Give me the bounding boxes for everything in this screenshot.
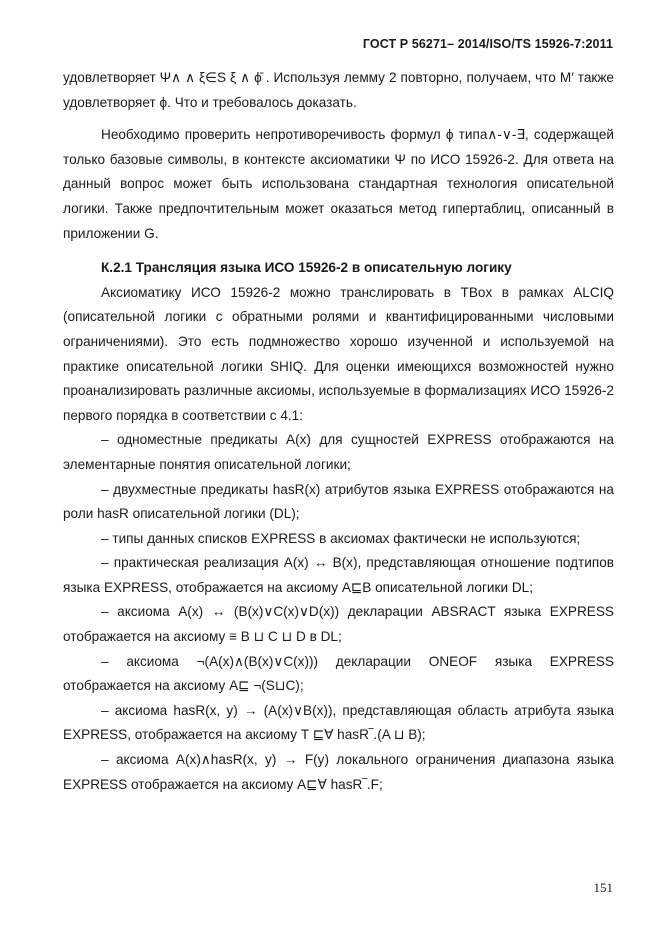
- list-item: – типы данных списков EXPRESS в аксиомах фактически не используются;: [101, 530, 581, 546]
- list-item: – аксиома A(x) ↔ (B(x)∨C(x)∨D(x)) декларации ABSRACT языка EXPRESS отображается на аксиому ≡ B ⊔ C ⊔ D в DL;: [63, 604, 614, 645]
- list-item: – аксиома ¬(A(x)∧(B(x)∨C(x))) декларации ONEOF языка EXPRESS отображается на аксиому A⊑ ¬(S⊔C);: [63, 653, 614, 694]
- list-item: – одноместные предикаты A(x) для сущностей EXPRESS отображаются на элементарные понятия описательной логики;: [63, 432, 614, 472]
- paragraph: Аксиоматику ИСО 15926-2 можно транслировать в TBox в рамках ALCIQ (описательной логики с обратными ролями и квантифицированными числовыми ограничениями). Это есть подмножество хорошо изученной и используемой на практике описательной логики SHIQ. Для оценки имеющихся возможностей нужно проанализировать различные аксиомы, используемые в формализациях ИСО 15926-2 первого порядка в соответствии с 4.1:: [63, 284, 614, 423]
- document-body: [63, 66, 614, 797]
- list-item: – аксиома A(x)∧hasR(x, y) → F(y) локального ограничения диапазона языка EXPRESS отображается на аксиому A⊑∀ hasR‾.F;: [63, 752, 614, 792]
- document-header: ГОСТ Р 56271– 2014/ISO/TS 15926-7:2011: [362, 37, 613, 51]
- page-number: 151: [593, 880, 613, 895]
- list-item: – аксиома hasR(x, y) → (A(x)∨B(x)), представляющая область атрибута языка EXPRESS, отображается на аксиому T ⊑∀ hasR‾.(A ⊔ B);: [63, 702, 614, 743]
- paragraph: Необходимо проверить непротиворечивость формул ϕ типа∧-∨-∃, содержащей только базовые символы, в контексте аксиоматики Ψ по ИСО 15926-2. Для ответа на данный вопрос может быть использована стандартная технология описательной логики. Также предпочтительным может оказаться метод гипертаблиц, описанный в приложении G.: [63, 127, 614, 241]
- paragraph: удовлетворяет Ψ∧ ∧ ξ∈S ξ ∧ ϕ̄ . Используя лемму 2 повторно, получаем, что M′ также удовлетворяет ϕ. Что и требовалось доказать.: [63, 70, 614, 110]
- list-item: – двухместные предикаты hasR(x) атрибутов языка EXPRESS отображаются на роли hasR описательной логики (DL);: [63, 481, 614, 522]
- list-item: – практическая реализация A(x) ↔ B(x), представляющая отношение подтипов языка EXPRESS, отображается на аксиому A⊑B описательной логики DL;: [63, 555, 614, 595]
- section-heading: К.2.1 Трансляция языка ИСО 15926-2 в описательную логику: [101, 260, 512, 276]
